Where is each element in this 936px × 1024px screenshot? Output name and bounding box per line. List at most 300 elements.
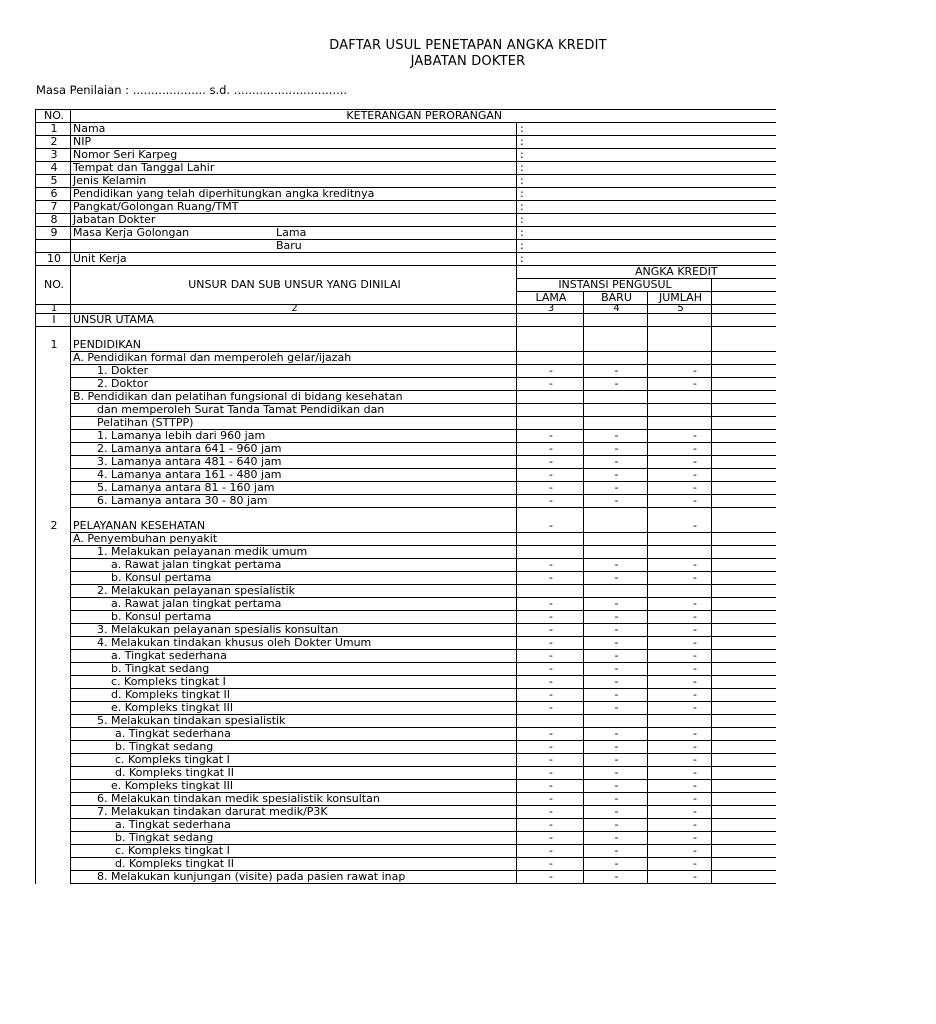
unsur-row-filler: [712, 845, 776, 858]
unsur-row-no: [36, 352, 71, 365]
personal-row: [36, 227, 776, 240]
unsur-row-jumlah: -: [648, 728, 712, 741]
personal-row: [36, 214, 776, 227]
unsur-row-jumlah: -: [648, 832, 712, 845]
unsur-row-baru: -: [584, 793, 648, 806]
angka-kredit-header: ANGKA KREDIT: [517, 266, 776, 279]
unsur-row-lama: -: [517, 572, 584, 585]
unsur-row-jumlah: -: [648, 598, 712, 611]
unsur-row-lama: -: [517, 430, 584, 443]
jumlah-header: JUMLAH: [648, 292, 712, 305]
unsur-row-no: [36, 585, 71, 598]
personal-row-value: [517, 253, 776, 266]
unsur-row-lama: -: [517, 819, 584, 832]
unsur-row-jumlah: -: [648, 663, 712, 676]
unsur-row-jumlah: -: [648, 650, 712, 663]
unsur-row-jumlah: -: [648, 520, 712, 533]
colnum-5: 5: [648, 305, 712, 314]
unsur-row-filler: [712, 611, 776, 624]
personal-row-no: 7: [36, 201, 71, 214]
unsur-row-no: [36, 767, 71, 780]
unsur-row-no: [36, 404, 71, 417]
unsur-row-no: [36, 780, 71, 793]
unsur-row-lama: [517, 314, 584, 327]
unsur-row-no: [36, 637, 71, 650]
unsur-row-lama: -: [517, 780, 584, 793]
personal-row: [36, 188, 776, 201]
unsur-row-lama: [517, 533, 584, 546]
unsur-row-filler: [712, 469, 776, 482]
unsur-row-jumlah: -: [648, 741, 712, 754]
unsur-row-text: 5. Lamanya antara 81 - 160 jam: [71, 482, 517, 495]
personal-row: [36, 136, 776, 149]
unsur-row-jumlah: -: [648, 637, 712, 650]
personal-row-colon: :: [520, 213, 524, 226]
personal-row-value: [517, 149, 776, 162]
unsur-row-lama: [517, 391, 584, 404]
unsur-row-no: [36, 417, 71, 430]
personal-row-label: [71, 214, 517, 227]
unsur-row-no: [36, 793, 71, 806]
unsur-row-text: 5. Melakukan tindakan spesialistik: [71, 715, 517, 728]
unsur-row-no: [36, 676, 71, 689]
unsur-row-lama: -: [517, 378, 584, 391]
unsur-row-lama: -: [517, 728, 584, 741]
unsur-row: [36, 585, 776, 598]
unsur-row-lama: [517, 546, 584, 559]
unsur-row-lama: -: [517, 365, 584, 378]
unsur-row-no: [36, 546, 71, 559]
unsur-row-text: 1. Dokter: [71, 365, 517, 378]
unsur-row-filler: [712, 754, 776, 767]
personal-header-row: [36, 110, 776, 123]
unsur-row-text: a. Tingkat sederhana: [71, 819, 517, 832]
unsur-row-jumlah: -: [648, 689, 712, 702]
unsur-row-filler: [712, 572, 776, 585]
personal-row-no: [36, 240, 71, 253]
unsur-row-text: 6. Melakukan tindakan medik spesialistik konsultan: [71, 793, 517, 806]
unsur-row-text: 2. Lamanya antara 641 - 960 jam: [71, 443, 517, 456]
personal-row: [36, 123, 776, 136]
unsur-col-no-header: NO.: [36, 266, 71, 305]
masa-penilaian: Masa Penilaian : .................... s.d. ...............................: [36, 83, 348, 97]
unsur-row-lama: -: [517, 754, 584, 767]
unsur-row-jumlah: -: [648, 858, 712, 871]
unsur-row-filler: [712, 806, 776, 819]
unsur-row-text: 4. Melakukan tindakan khusus oleh Dokter Umum: [71, 637, 517, 650]
personal-row-label-text: Jabatan Dokter: [73, 213, 156, 226]
unsur-row-jumlah: -: [648, 469, 712, 482]
unsur-row-no: [36, 650, 71, 663]
unsur-row-no: 2: [36, 520, 71, 533]
unsur-row-jumlah: -: [648, 611, 712, 624]
unsur-row-jumlah: -: [648, 378, 712, 391]
unsur-row-filler: [712, 676, 776, 689]
unsur-row: [36, 391, 776, 404]
unsur-row-text: PENDIDIKAN: [71, 339, 517, 352]
unsur-row-baru: -: [584, 495, 648, 508]
unsur-col-header: UNSUR DAN SUB UNSUR YANG DINILAI: [71, 266, 517, 305]
unsur-row-filler: [712, 482, 776, 495]
unsur-row-no: [36, 572, 71, 585]
unsur-row: [36, 858, 776, 871]
unsur-row: [36, 482, 776, 495]
personal-row-label-text: Masa Kerja Golongan: [73, 226, 190, 239]
unsur-row-baru: -: [584, 456, 648, 469]
unsur-row-jumlah: -: [648, 365, 712, 378]
unsur-row: [36, 417, 776, 430]
unsur-row-baru: [584, 404, 648, 417]
unsur-row-no: [36, 806, 71, 819]
unsur-row: [36, 780, 776, 793]
unsur-row-lama: -: [517, 495, 584, 508]
personal-row-label: [71, 240, 517, 253]
unsur-row: [36, 443, 776, 456]
unsur-row: [36, 314, 776, 327]
unsur-row-filler: [712, 559, 776, 572]
unsur-row-baru: -: [584, 728, 648, 741]
unsur-row-text: 7. Melakukan tindakan darurat medik/P3K: [71, 806, 517, 819]
unsur-row-baru: -: [584, 559, 648, 572]
personal-section: [36, 110, 776, 266]
colnum-filler: [712, 305, 776, 314]
unsur-row-filler: [712, 650, 776, 663]
unsur-row-filler: [712, 417, 776, 430]
personal-row-value: [517, 240, 776, 253]
unsur-row-jumlah: -: [648, 819, 712, 832]
unsur-row-lama: [517, 585, 584, 598]
unsur-row-lama: -: [517, 702, 584, 715]
unsur-row-jumlah: [648, 417, 712, 430]
unsur-row: [36, 352, 776, 365]
personal-row-no: 10: [36, 253, 71, 266]
unsur-row-text: e. Kompleks tingkat III: [71, 702, 517, 715]
personal-row-label: [71, 227, 517, 240]
unsur-row-no: [36, 482, 71, 495]
unsur-row-baru: -: [584, 650, 648, 663]
unsur-row-baru: [584, 546, 648, 559]
unsur-row-baru: -: [584, 858, 648, 871]
unsur-row-text: PELAYANAN KESEHATAN: [71, 520, 517, 533]
unsur-row-no: [36, 819, 71, 832]
unsur-row-lama: -: [517, 832, 584, 845]
unsur-row-text: e. Kompleks tingkat III: [71, 780, 517, 793]
unsur-row-filler: [712, 793, 776, 806]
unsur-row-filler: [712, 495, 776, 508]
colnum-3: 3: [517, 305, 584, 314]
unsur-row-lama: -: [517, 456, 584, 469]
unsur-row-filler: [712, 533, 776, 546]
unsur-row: [36, 806, 776, 819]
unsur-row-baru: [584, 352, 648, 365]
unsur-row: [36, 378, 776, 391]
unsur-row: [36, 689, 776, 702]
unsur-row-baru: -: [584, 676, 648, 689]
unsur-row-no: [36, 689, 71, 702]
unsur-row: [36, 533, 776, 546]
unsur-row-lama: -: [517, 598, 584, 611]
unsur-row-text: a. Rawat jalan tingkat pertama: [71, 598, 517, 611]
unsur-row-no: [36, 845, 71, 858]
unsur-row-baru: -: [584, 443, 648, 456]
unsur-row-lama: -: [517, 520, 584, 533]
personal-row-no: 9: [36, 227, 71, 240]
unsur-row-text: Pelatihan (STTPP): [71, 417, 517, 430]
unsur-row-baru: -: [584, 637, 648, 650]
unsur-row-baru: [584, 585, 648, 598]
unsur-row: [36, 637, 776, 650]
unsur-row-filler: [712, 339, 776, 352]
unsur-row-baru: [584, 314, 648, 327]
unsur-row-no: [36, 430, 71, 443]
unsur-row-lama: [517, 404, 584, 417]
unsur-row-jumlah: [648, 546, 712, 559]
personal-row-sublabel: Lama: [276, 226, 307, 239]
unsur-row: [36, 663, 776, 676]
unsur-row-no: [36, 741, 71, 754]
unsur-row: [36, 832, 776, 845]
unsur-row-no: [36, 391, 71, 404]
personal-row-no: 5: [36, 175, 71, 188]
unsur-row-jumlah: -: [648, 430, 712, 443]
unsur-row-lama: -: [517, 611, 584, 624]
unsur-row-no: [36, 754, 71, 767]
unsur-row: [36, 469, 776, 482]
unsur-row-jumlah: -: [648, 754, 712, 767]
unsur-row-filler: [712, 819, 776, 832]
unsur-row-filler: [712, 715, 776, 728]
unsur-row-jumlah: -: [648, 559, 712, 572]
unsur-row-text: 3. Melakukan pelayanan spesialis konsultan: [71, 624, 517, 637]
unsur-row-text: a. Rawat jalan tingkat pertama: [71, 559, 517, 572]
unsur-row-text: a. Tingkat sederhana: [71, 728, 517, 741]
personal-row-label: [71, 123, 517, 136]
unsur-row: [36, 339, 776, 352]
unsur-row-no: I: [36, 314, 71, 327]
col-no-header: NO.: [36, 110, 71, 123]
unsur-row-filler: [712, 508, 776, 521]
personal-row-label-text: Nama: [73, 122, 106, 135]
unsur-row-text: a. Tingkat sederhana: [71, 650, 517, 663]
personal-row-value: [517, 227, 776, 240]
unsur-row-jumlah: -: [648, 495, 712, 508]
unsur-row-filler: [712, 456, 776, 469]
personal-row-value: [517, 123, 776, 136]
document-subtitle: JABATAN DOKTER: [410, 54, 526, 69]
unsur-row-baru: -: [584, 572, 648, 585]
unsur-row: [36, 559, 776, 572]
lama-header: LAMA: [517, 292, 584, 305]
unsur-row-no: [36, 858, 71, 871]
personal-row: [36, 149, 776, 162]
unsur-row: [36, 793, 776, 806]
unsur-row-lama: -: [517, 663, 584, 676]
unsur-row-text: A. Penyembuhan penyakit: [71, 533, 517, 546]
unsur-row-baru: -: [584, 611, 648, 624]
document-title: DAFTAR USUL PENETAPAN ANGKA KREDIT: [329, 38, 607, 53]
unsur-row-filler: [712, 314, 776, 327]
unsur-row-lama: [517, 417, 584, 430]
unsur-row: [36, 430, 776, 443]
unsur-row: [36, 624, 776, 637]
unsur-row-no: [36, 663, 71, 676]
unsur-row-lama: [517, 339, 584, 352]
unsur-row-baru: [584, 327, 648, 340]
unsur-row-baru: -: [584, 469, 648, 482]
unsur-row-baru: -: [584, 702, 648, 715]
unsur-row-no: [36, 715, 71, 728]
unsur-row-filler: [712, 391, 776, 404]
colnum-2: 2: [71, 305, 517, 314]
unsur-row-no: [36, 469, 71, 482]
unsur-row-text: c. Kompleks tingkat I: [71, 676, 517, 689]
unsur-row: [36, 598, 776, 611]
unsur-row-lama: -: [517, 767, 584, 780]
unsur-row-text: 1. Lamanya lebih dari 960 jam: [71, 430, 517, 443]
colnum-1: 1: [36, 305, 71, 314]
unsur-row-filler: [712, 598, 776, 611]
personal-row-colon: :: [520, 187, 524, 200]
personal-row-label: [71, 136, 517, 149]
unsur-row-no: [36, 456, 71, 469]
unsur-row-filler: [712, 352, 776, 365]
unsur-row: [36, 728, 776, 741]
personal-row: [36, 253, 776, 266]
unsur-row: [36, 676, 776, 689]
unsur-row-text: 1. Melakukan pelayanan medik umum: [71, 546, 517, 559]
unsur-row-text: 2. Doktor: [71, 378, 517, 391]
unsur-row-text: A. Pendidikan formal dan memperoleh gelar/ijazah: [71, 352, 517, 365]
unsur-row-baru: -: [584, 598, 648, 611]
personal-row-colon: :: [520, 161, 524, 174]
unsur-row-baru: [584, 508, 648, 521]
unsur-row-lama: [517, 327, 584, 340]
personal-row-value: [517, 175, 776, 188]
unsur-row-filler: [712, 520, 776, 533]
unsur-row: [36, 365, 776, 378]
unsur-row-lama: -: [517, 650, 584, 663]
personal-row-value: [517, 162, 776, 175]
unsur-row-text: d. Kompleks tingkat II: [71, 858, 517, 871]
personal-row-sublabel: Baru: [276, 239, 302, 252]
unsur-row-no: [36, 624, 71, 637]
personal-row-colon: :: [520, 252, 524, 265]
unsur-row-text: b. Konsul pertama: [71, 572, 517, 585]
unsur-row: [36, 819, 776, 832]
unsur-row-filler: [712, 378, 776, 391]
unsur-row-baru: [584, 520, 648, 533]
personal-row: [36, 201, 776, 214]
personal-row-colon: :: [520, 135, 524, 148]
unsur-row-no: [36, 443, 71, 456]
unsur-row-text: d. Kompleks tingkat II: [71, 767, 517, 780]
unsur-row-filler: [712, 780, 776, 793]
unsur-row-lama: -: [517, 858, 584, 871]
unsur-row-jumlah: [648, 508, 712, 521]
personal-row-label: [71, 149, 517, 162]
unsur-row-no: [36, 611, 71, 624]
unsur-row-no: [36, 598, 71, 611]
unsur-row-text: B. Pendidikan dan pelatihan fungsional di bidang kesehatan: [71, 391, 517, 404]
unsur-row-baru: -: [584, 430, 648, 443]
personal-row-no: 4: [36, 162, 71, 175]
personal-row-no: 1: [36, 123, 71, 136]
personal-row-label-text: NIP: [73, 135, 92, 148]
unsur-row-jumlah: -: [648, 702, 712, 715]
unsur-row-text: c. Kompleks tingkat I: [71, 845, 517, 858]
unsur-row-text: b. Tingkat sedang: [71, 741, 517, 754]
unsur-row-no: [36, 365, 71, 378]
unsur-row-baru: -: [584, 767, 648, 780]
unsur-row-filler: [712, 585, 776, 598]
unsur-row-filler: [712, 430, 776, 443]
unsur-row: [36, 456, 776, 469]
unsur-row-jumlah: -: [648, 780, 712, 793]
unsur-row-text: b. Konsul pertama: [71, 611, 517, 624]
unsur-row-jumlah: -: [648, 845, 712, 858]
unsur-row-filler: [712, 728, 776, 741]
personal-row-label-text: Tempat dan Tanggal Lahir: [73, 161, 215, 174]
unsur-row-text: d. Kompleks tingkat II: [71, 689, 517, 702]
unsur-row-no: [36, 832, 71, 845]
personal-row-colon: :: [520, 148, 524, 161]
unsur-row-no: [36, 559, 71, 572]
unsur-row-lama: -: [517, 559, 584, 572]
personal-row-label: [71, 175, 517, 188]
unsur-row-jumlah: [648, 352, 712, 365]
unsur-row-text: 3. Lamanya antara 481 - 640 jam: [71, 456, 517, 469]
personal-row-no: 6: [36, 188, 71, 201]
personal-row-label-text: Pendidikan yang telah diperhitungkan angka kreditnya: [73, 187, 375, 200]
unsur-row: [36, 702, 776, 715]
unsur-row-baru: -: [584, 780, 648, 793]
unsur-row-baru: -: [584, 378, 648, 391]
unsur-row-baru: -: [584, 871, 648, 884]
keterangan-header: KETERANGAN PERORANGAN: [71, 110, 776, 123]
unsur-row-lama: -: [517, 806, 584, 819]
personal-row: [36, 240, 776, 253]
unsur-row-text: 2. Melakukan pelayanan spesialistik: [71, 585, 517, 598]
header-filler: [712, 279, 776, 292]
personal-row: [36, 162, 776, 175]
unsur-row-jumlah: [648, 533, 712, 546]
unsur-row-jumlah: [648, 585, 712, 598]
unsur-row-baru: -: [584, 806, 648, 819]
unsur-row-baru: [584, 339, 648, 352]
unsur-header-row-1: [36, 266, 776, 279]
personal-row-label: [71, 253, 517, 266]
unsur-row-no: [36, 871, 71, 884]
unsur-row-no: 1: [36, 339, 71, 352]
unsur-row-lama: -: [517, 741, 584, 754]
unsur-row-baru: -: [584, 741, 648, 754]
unsur-row: [36, 871, 776, 884]
personal-row: [36, 175, 776, 188]
form-table-container: [35, 109, 775, 883]
instansi-header: INSTANSI PENGUSUL: [517, 279, 712, 292]
unsur-row-text: 4. Lamanya antara 161 - 480 jam: [71, 469, 517, 482]
personal-row-colon: :: [520, 226, 524, 239]
unsur-row: [36, 611, 776, 624]
unsur-row-jumlah: -: [648, 806, 712, 819]
unsur-row-baru: -: [584, 832, 648, 845]
unsur-row: [36, 741, 776, 754]
unsur-row-jumlah: [648, 391, 712, 404]
unsur-row-jumlah: [648, 314, 712, 327]
unsur-row-jumlah: [648, 339, 712, 352]
unsur-row: [36, 495, 776, 508]
unsur-row-baru: [584, 417, 648, 430]
